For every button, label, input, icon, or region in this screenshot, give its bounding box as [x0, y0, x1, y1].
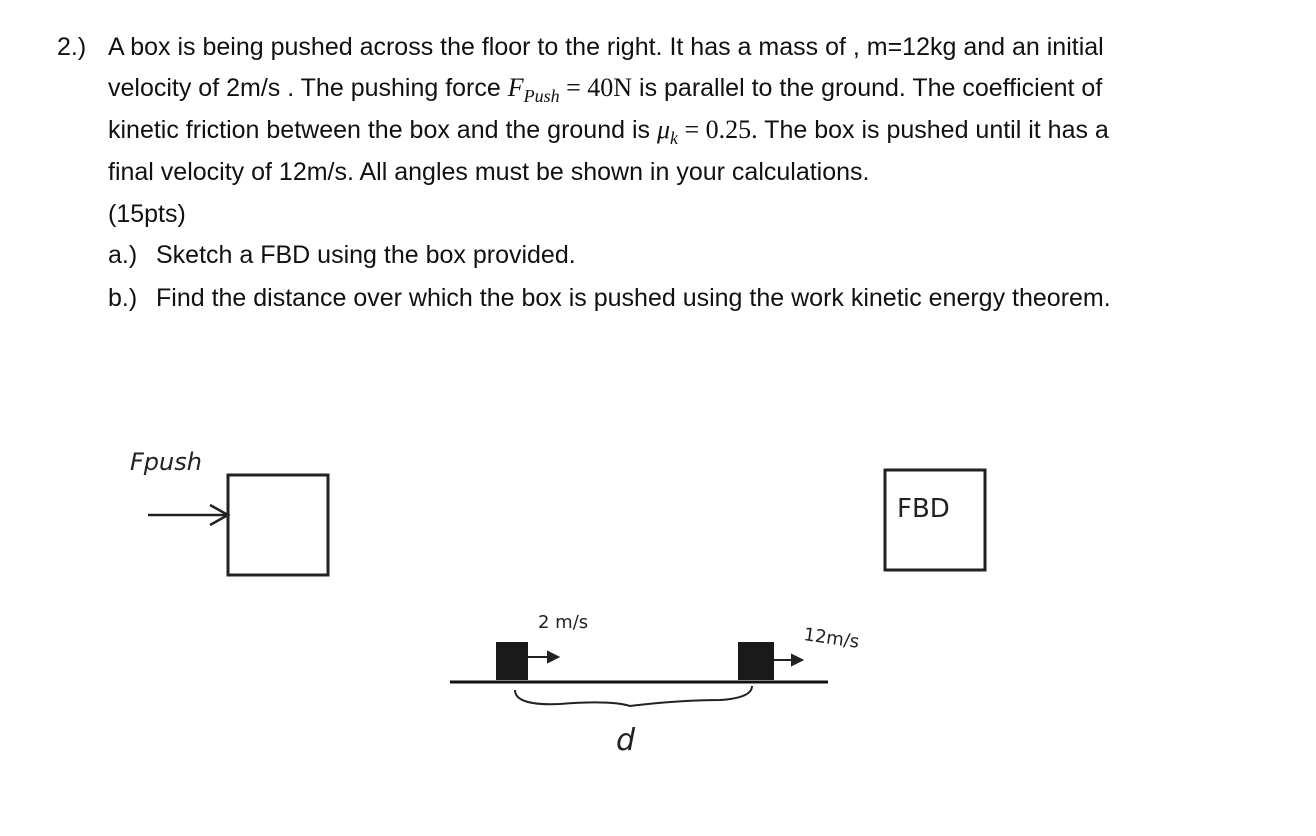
- question-number: 2.): [57, 33, 87, 61]
- line3-text-b: The box is pushed until it has a: [757, 116, 1109, 144]
- mu-value: = 0.25.: [678, 115, 758, 144]
- final-velocity-label: 12m/s: [802, 624, 861, 653]
- pushed-box: [228, 475, 328, 575]
- fpush-value: = 40N: [559, 73, 633, 102]
- line2-text-b: is parallel to the ground. The coefficient of: [632, 74, 1103, 102]
- question-line-1: A box is being pushed across the floor to the right. It has a mass of , m=12kg and an initial: [108, 33, 1104, 61]
- fpush-symbol: F: [507, 73, 524, 102]
- line2-text-a: velocity of 2m/s . The pushing force: [108, 74, 508, 102]
- initial-velocity-arrow-icon: [528, 652, 558, 662]
- fpush-subscript: Push: [523, 86, 560, 106]
- push-arrow-icon: [148, 505, 228, 525]
- part-a-text: Sketch a FBD using the box provided.: [156, 241, 576, 269]
- part-a-label: a.): [108, 241, 138, 269]
- line3-text-a: kinetic friction between the box and the ground is: [108, 116, 657, 144]
- initial-block: [496, 642, 528, 680]
- initial-velocity-label: 2 m/s: [538, 612, 589, 633]
- fpush-label: Fpush: [130, 448, 202, 476]
- distance-label: d: [616, 723, 636, 758]
- fbd-label: FBD: [897, 494, 950, 524]
- mu-subscript: k: [670, 128, 679, 148]
- distance-brace: [515, 686, 752, 706]
- mu-symbol: μ: [656, 115, 671, 144]
- final-block: [738, 642, 774, 680]
- question-line-4: final velocity of 12m/s. All angles must be shown in your calculations.: [108, 158, 870, 186]
- points-label: (15pts): [108, 200, 186, 228]
- part-b-label: b.): [108, 284, 138, 312]
- final-velocity-arrow-icon: [774, 655, 802, 665]
- part-b-text: Find the distance over which the box is pushed using the work kinetic energy theorem.: [156, 284, 1111, 312]
